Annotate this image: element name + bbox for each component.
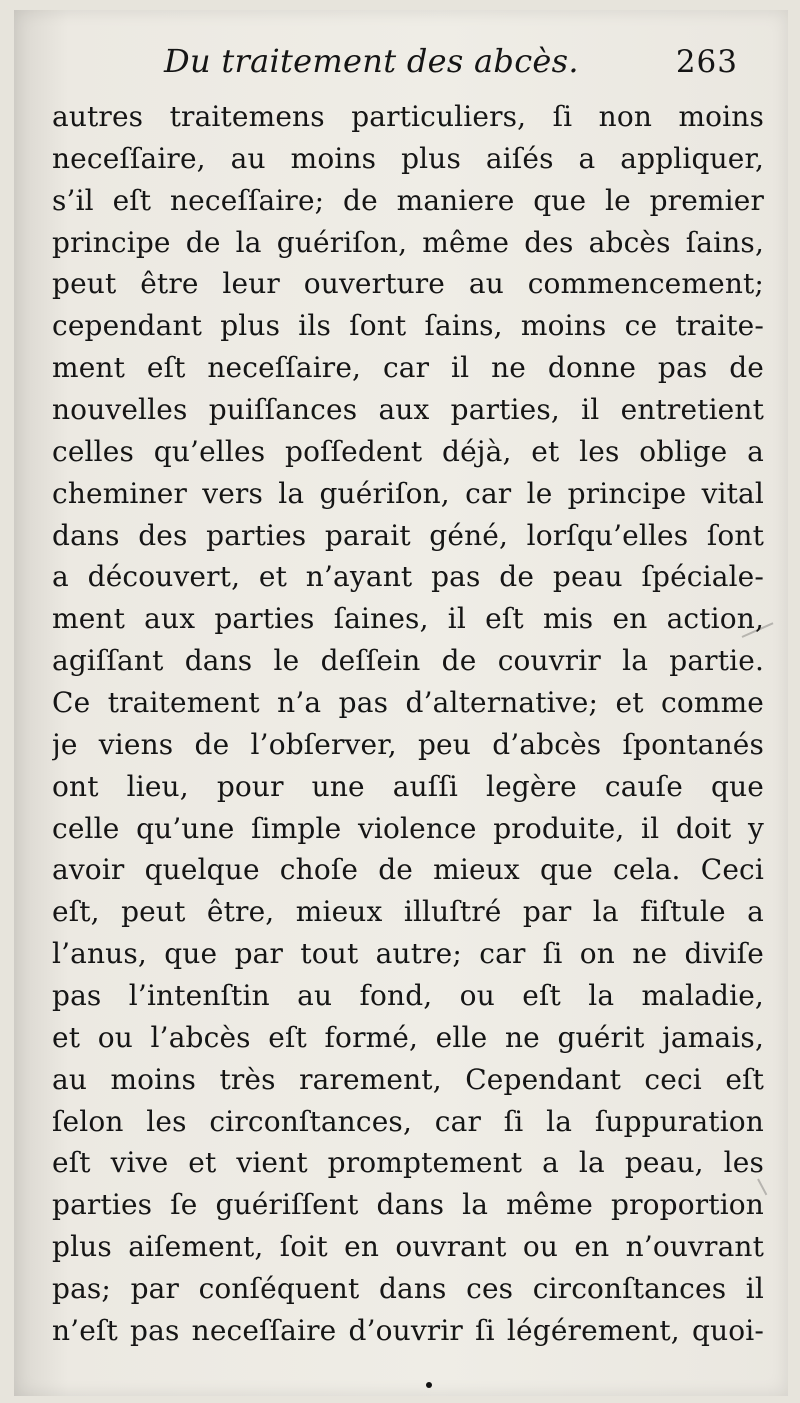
text-line: peut être leur ouverture au commencement; — [52, 267, 764, 301]
text-line: autres traitemens particuliers, ſi non moins — [52, 100, 764, 133]
text-line: celles qu’elles poſſedent déjà, et les oblige a — [52, 434, 764, 468]
body-text — [52, 96, 764, 1352]
text-line: dans des parties parait géné, lorſqu’elles ſont — [52, 518, 764, 552]
text-line: eſt vive et vient promptement a la peau, les — [52, 1146, 764, 1180]
text-line: nouvelles puiſſances aux parties, il entretient — [52, 393, 764, 427]
text-line: ſelon les circonſtances, car ſi la ſuppuration — [52, 1104, 764, 1138]
text-line: ment aux parties ſaines, il eſt mis en action, — [52, 602, 764, 636]
text-line: ont lieu, pour une auſſi legère cauſe que — [52, 769, 764, 803]
page-header — [164, 42, 754, 96]
text-line: cheminer vers la guériſon, car le principe vital — [52, 476, 764, 510]
text-line: cependant plus ils ſont ſains, moins ce traite- — [52, 309, 764, 343]
text-line: principe de la guériſon, même des abcès ſains, — [52, 225, 764, 259]
text-line: a découvert, et n’ayant pas de peau ſpéciale- — [52, 560, 764, 594]
text-line: neceſſaire, au moins plus aiſés a appliquer, — [52, 141, 764, 175]
text-line: l’anus, que par tout autre; car ſi on ne diviſe — [52, 937, 764, 971]
printer-dot — [426, 1382, 432, 1388]
text-line: pas l’intenſtin au fond, ou eſt la maladie, — [52, 979, 764, 1013]
text-line: je viens de l’obſerver, peu d’abcès ſpontanés — [52, 727, 764, 761]
text-line: celle qu’une ſimple violence produite, il doit y — [52, 811, 764, 845]
text-line: pas; par conſéquent dans ces circonſtances il — [52, 1272, 764, 1306]
text-line: au moins très rarement, Cependant ceci eſt — [52, 1062, 764, 1096]
text-line: ment eſt neceſſaire, car il ne donne pas de — [52, 351, 764, 385]
text-line: n’eſt pas neceſſaire d’ouvrir ſi légérement, quoi- — [52, 1313, 764, 1347]
page-number: 263 — [675, 44, 738, 80]
text-line: et ou l’abcès eſt formé, elle ne guérit jamais, — [52, 1020, 764, 1054]
text-line: s’il eſt neceſſaire; de maniere que le premier — [52, 183, 764, 217]
text-line: plus aiſement, ſoit en ouvrant ou en n’ouvrant — [52, 1230, 764, 1264]
text-line: agiſſant dans le deſſein de couvrir la partie. — [52, 644, 764, 678]
text-line: parties ſe guériſſent dans la même proportion — [52, 1188, 764, 1222]
running-title: Du traitement des abcès. — [164, 42, 579, 80]
text-line: Ce traitement n’a pas d’alternative; et comme — [52, 686, 764, 720]
text-line: avoir quelque choſe de mieux que cela. Ceci — [52, 853, 764, 887]
text-line: eſt, peut être, mieux illuſtré par la fiſtule a — [52, 895, 764, 929]
